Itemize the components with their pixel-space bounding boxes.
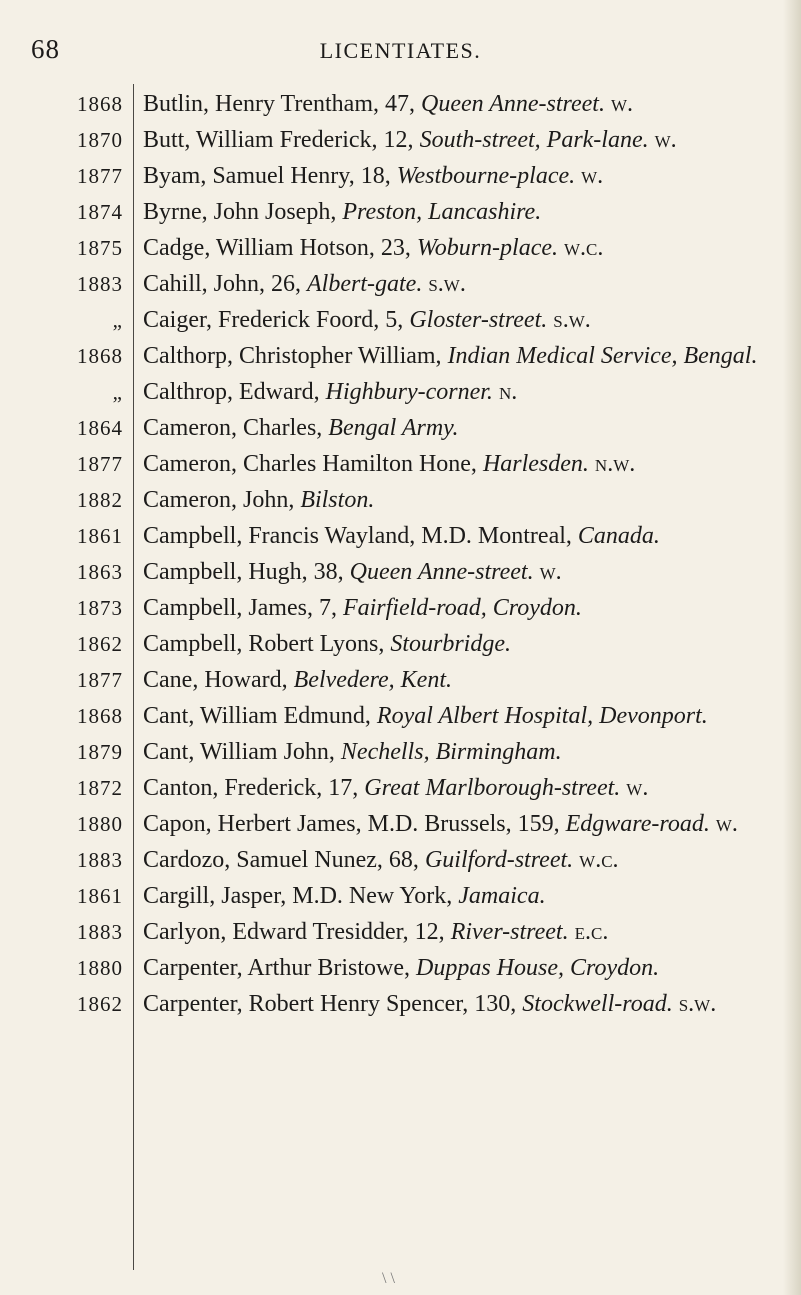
entry-name: Caiger, Frederick Foord, 5, — [143, 307, 410, 333]
list-item — [0, 122, 801, 158]
entry-name: Campbell, Francis Wayland, M.D. Montreal, — [143, 523, 578, 549]
entry-name: Cameron, Charles, — [143, 415, 329, 441]
entry-postal-district: w. — [648, 127, 677, 153]
entry-postal-district: s.w. — [547, 307, 591, 333]
entry-name: Calthrop, Edward, — [143, 379, 326, 405]
entry-year: 1880 — [77, 812, 123, 836]
entry-postal-district: w. — [575, 163, 604, 189]
entry-year: „ — [112, 308, 123, 332]
entry-name: Cant, William John, — [143, 739, 341, 765]
entry-text — [143, 482, 768, 518]
entry-address: Stourbridge. — [390, 631, 511, 657]
entry-text — [143, 914, 768, 950]
page-number: 68 — [31, 34, 60, 64]
entry-name: Calthorp, Christopher William, — [143, 343, 448, 369]
entry-year: 1862 — [77, 992, 123, 1016]
entry-year: 1873 — [77, 596, 123, 620]
entry-address: Royal Albert Hospital, Devonport. — [376, 703, 708, 729]
list-item — [0, 194, 801, 230]
entry-address: Westbourne-place. — [396, 163, 576, 189]
list-item — [0, 950, 801, 986]
entry-name: Cargill, Jasper, M.D. New York, — [143, 883, 459, 909]
entry-address: Stockwell-road. — [522, 991, 673, 1017]
entry-text — [143, 86, 768, 122]
entry-year: 1868 — [77, 704, 123, 728]
entry-text — [143, 518, 768, 554]
entry-address: Nechells, Birmingham. — [340, 739, 562, 765]
entry-name: Carlyon, Edward Tresidder, 12, — [143, 919, 451, 945]
entry-name: Cadge, William Hotson, 23, — [143, 235, 417, 261]
list-item — [0, 446, 801, 482]
entry-text — [143, 230, 768, 266]
entry-name: Carpenter, Robert Henry Spencer, 130, — [143, 991, 523, 1017]
entry-address: Gloster-street. — [409, 307, 548, 333]
entry-text — [143, 194, 768, 230]
entry-address: Harlesden. — [482, 451, 589, 477]
entry-address: Canada. — [577, 523, 660, 549]
entry-address: Edgware-road. — [565, 811, 710, 837]
entry-address: Duppas House, Croydon. — [415, 955, 660, 981]
entry-address: Albert-gate. — [307, 271, 423, 297]
entry-address: Bilston. — [300, 487, 375, 513]
entry-year: 1875 — [77, 236, 123, 260]
entry-name: Campbell, Robert Lyons, — [143, 631, 391, 657]
entry-name: Canton, Frederick, 17, — [143, 775, 365, 801]
entry-address: Bengal Army. — [328, 415, 459, 441]
list-item — [0, 770, 801, 806]
entry-address: Belvedere, Kent. — [293, 667, 452, 693]
list-item — [0, 86, 801, 122]
entry-year: 1879 — [77, 740, 123, 764]
entry-name: Byrne, John Joseph, — [143, 199, 343, 225]
entry-name: Campbell, Hugh, 38, — [143, 559, 350, 585]
entry-name: Butt, William Frederick, 12, — [143, 127, 420, 153]
list-item — [0, 878, 801, 914]
entry-year: „ — [112, 380, 123, 404]
list-item — [0, 986, 801, 1022]
entry-address: Woburn-place. — [416, 235, 558, 261]
entry-text — [143, 662, 768, 698]
entry-address: Preston, Lancashire. — [342, 199, 542, 225]
list-item — [0, 554, 801, 590]
licentiate-list — [0, 86, 801, 1022]
entry-year: 1870 — [77, 128, 123, 152]
entry-postal-district: w.c. — [558, 235, 604, 261]
list-item — [0, 410, 801, 446]
entry-text — [143, 554, 768, 590]
running-title: LICENTIATES. — [319, 38, 482, 63]
entry-address: Great Marlborough-street. — [364, 775, 621, 801]
entry-postal-district: n.w. — [588, 451, 636, 477]
list-item — [0, 842, 801, 878]
list-item — [0, 662, 801, 698]
entry-address: Queen Anne-street. — [349, 559, 534, 585]
entry-name: Cant, William Edmund, — [143, 703, 377, 729]
entry-year: 1883 — [77, 920, 123, 944]
list-item — [0, 230, 801, 266]
list-item — [0, 482, 801, 518]
entry-name: Cardozo, Samuel Nunez, 68, — [143, 847, 425, 873]
list-item — [0, 266, 801, 302]
entry-postal-district: s.w. — [672, 991, 717, 1017]
list-item — [0, 158, 801, 194]
list-item — [0, 698, 801, 734]
entry-name: Carpenter, Arthur Bristowe, — [143, 955, 416, 981]
entry-year: 1868 — [77, 344, 123, 368]
entry-name: Capon, Herbert James, M.D. Brussels, 159, — [143, 811, 566, 837]
entry-year: 1864 — [77, 416, 123, 440]
entry-year: 1872 — [77, 776, 123, 800]
entry-text — [143, 770, 768, 806]
entry-text — [143, 122, 768, 158]
entry-year: 1880 — [77, 956, 123, 980]
list-item — [0, 338, 801, 374]
entry-year: 1883 — [77, 272, 123, 296]
entry-year: 1877 — [77, 668, 123, 692]
entry-postal-district: w. — [620, 775, 649, 801]
entry-year: 1877 — [77, 452, 123, 476]
entry-year: 1882 — [77, 488, 123, 512]
print-mark: \ \ — [382, 1270, 395, 1287]
entry-year: 1863 — [77, 560, 123, 584]
entry-year: 1868 — [77, 92, 123, 116]
entry-text — [143, 374, 768, 410]
entry-text — [143, 986, 768, 1022]
entry-text — [143, 158, 768, 194]
entry-text — [143, 950, 768, 986]
entry-name: Campbell, James, 7, — [143, 595, 343, 621]
entry-postal-district: w.c. — [573, 847, 619, 873]
entry-text — [143, 302, 768, 338]
entry-text — [143, 590, 768, 626]
entry-text — [143, 410, 768, 446]
entry-address: Queen Anne-street. — [421, 91, 605, 117]
list-item — [0, 590, 801, 626]
list-item — [0, 302, 801, 338]
entry-name: Cane, Howard, — [143, 667, 294, 693]
entry-text — [143, 806, 768, 842]
entry-year: 1861 — [77, 884, 123, 908]
entry-text — [143, 734, 768, 770]
entry-year: 1861 — [77, 524, 123, 548]
entry-year: 1883 — [77, 848, 123, 872]
entry-postal-district: w. — [533, 559, 562, 585]
entry-text — [143, 338, 768, 374]
entry-address: Guilford-street. — [424, 847, 574, 873]
entry-address: Highbury-corner. — [325, 379, 493, 405]
entry-name: Butlin, Henry Trentham, 47, — [143, 91, 422, 117]
entry-address: Fairfield-road, Croydon. — [342, 595, 582, 621]
entry-address: Jamaica. — [458, 883, 546, 909]
list-item — [0, 914, 801, 950]
entry-name: Cameron, John, — [143, 487, 301, 513]
entry-text — [143, 878, 768, 914]
entry-postal-district: e.c. — [568, 919, 609, 945]
entry-postal-district: n. — [492, 379, 518, 405]
entry-name: Cameron, Charles Hamilton Hone, — [143, 451, 483, 477]
entry-name: Byam, Samuel Henry, 18, — [143, 163, 397, 189]
list-item — [0, 518, 801, 554]
entry-year: 1877 — [77, 164, 123, 188]
list-item — [0, 806, 801, 842]
entry-text — [143, 266, 768, 302]
entry-postal-district: s.w. — [422, 271, 466, 297]
entry-text — [143, 626, 768, 662]
entry-text — [143, 698, 768, 734]
entry-text — [143, 446, 768, 482]
entry-address: River-street. — [450, 919, 569, 945]
entry-year: 1862 — [77, 632, 123, 656]
list-item — [0, 626, 801, 662]
entry-address: Indian Medical Service, Bengal. — [447, 343, 758, 369]
entry-address: South-street, Park-lane. — [419, 127, 649, 153]
list-item — [0, 374, 801, 410]
entry-name: Cahill, John, 26, — [143, 271, 308, 297]
entry-text — [143, 842, 768, 878]
entry-postal-district: w. — [709, 811, 738, 837]
entry-year: 1874 — [77, 200, 123, 224]
entry-postal-district: w. — [604, 91, 633, 117]
list-item — [0, 734, 801, 770]
